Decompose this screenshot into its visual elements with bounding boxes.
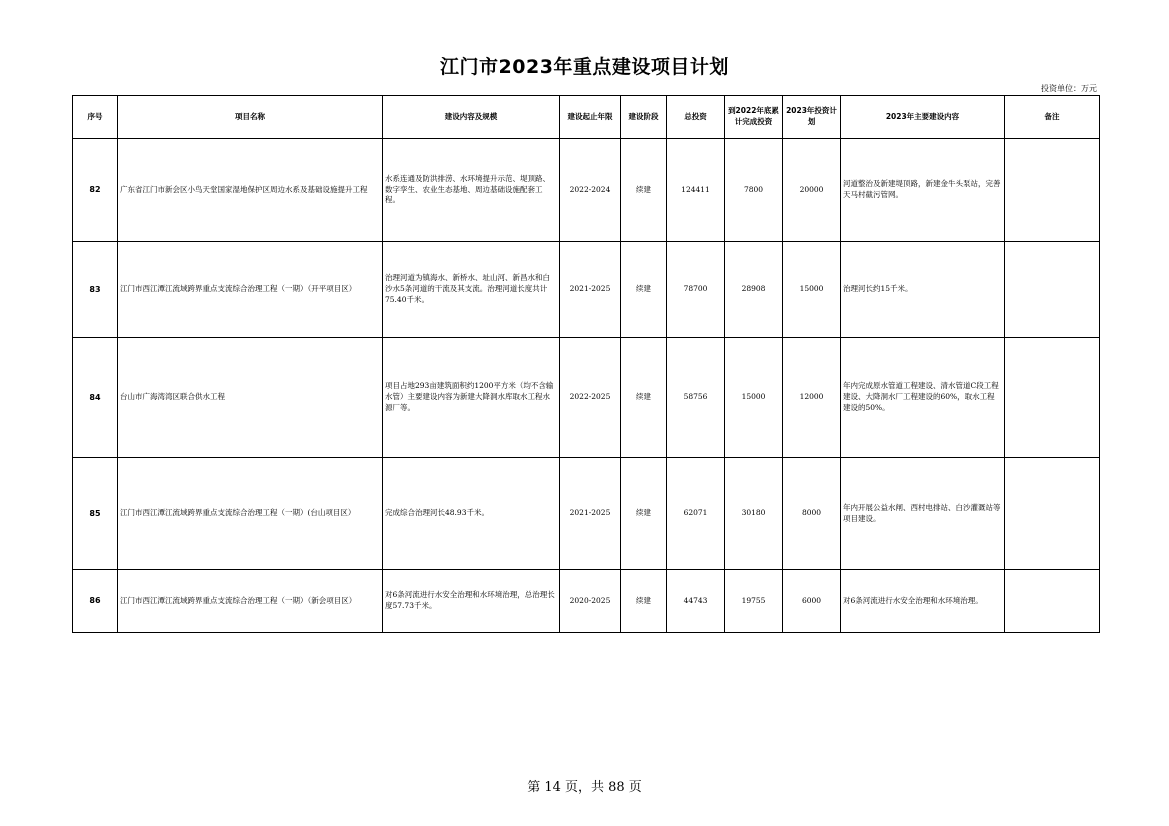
page-number: 第 14 页，共 88 页 xyxy=(527,780,642,795)
cell-main2023: 年内完成原水管道工程建设、清水管道C段工程建设、大降洞水厂工程建设的60%，取水工程建设的50%。 xyxy=(841,338,1005,458)
cell-plan: 20000 xyxy=(783,139,841,242)
cell-remark xyxy=(1005,139,1100,242)
table-row xyxy=(73,242,1100,338)
cell-name: 江门市西江潭江流域跨界重点支流综合治理工程（一期）(台山项目区） xyxy=(118,458,383,570)
header-content: 建设内容及规模 xyxy=(383,96,560,139)
header-plan: 2023年投资计划 xyxy=(783,96,841,139)
cell-remark xyxy=(1005,338,1100,458)
cell-cumulative: 7800 xyxy=(725,139,783,242)
cell-period: 2022-2024 xyxy=(560,139,621,242)
cell-stage: 续建 xyxy=(621,139,667,242)
cell-stage: 续建 xyxy=(621,242,667,338)
header-name: 项目名称 xyxy=(118,96,383,139)
cell-plan: 6000 xyxy=(783,570,841,633)
cell-total: 58756 xyxy=(667,338,725,458)
cell-main2023: 河道整治及新建堤顶路，新建金牛头泵站，完善天马村截污管网。 xyxy=(841,139,1005,242)
cell-remark xyxy=(1005,458,1100,570)
table-row xyxy=(73,338,1100,458)
cell-main2023: 年内开展公益水闸、西村电排站、白沙灌溉站等项目建设。 xyxy=(841,458,1005,570)
cell-seq: 83 xyxy=(73,242,118,338)
page-title: 江门市2023年重点建设项目计划 xyxy=(440,56,729,78)
cell-seq: 82 xyxy=(73,139,118,242)
cell-main2023: 对6条河流进行水安全治理和水环境治理。 xyxy=(841,570,1005,633)
cell-stage: 续建 xyxy=(621,338,667,458)
cell-total: 124411 xyxy=(667,139,725,242)
cell-total: 78700 xyxy=(667,242,725,338)
header-remark: 备注 xyxy=(1005,96,1100,139)
cell-remark xyxy=(1005,570,1100,633)
cell-cumulative: 15000 xyxy=(725,338,783,458)
cell-name: 江门市西江潭江流域跨界重点支流综合治理工程（一期）（开平项目区） xyxy=(118,242,383,338)
cell-total: 44743 xyxy=(667,570,725,633)
cell-name: 广东省江门市新会区小鸟天堂国家湿地保护区周边水系及基础设施提升工程 xyxy=(118,139,383,242)
cell-period: 2021-2025 xyxy=(560,242,621,338)
cell-period: 2021-2025 xyxy=(560,458,621,570)
cell-content: 水系连通及防洪排涝、水环境提升示范、堤顶路、数字孪生、农业生态基地、周边基础设施配套工程。 xyxy=(383,139,560,242)
table-header-row xyxy=(73,96,1100,139)
header-total: 总投资 xyxy=(667,96,725,139)
header-cumulative: 到2022年底累计完成投资 xyxy=(725,96,783,139)
cell-main2023: 治理河长约15千米。 xyxy=(841,242,1005,338)
table-row xyxy=(73,139,1100,242)
cell-plan: 15000 xyxy=(783,242,841,338)
header-seq: 序号 xyxy=(73,96,118,139)
cell-name: 台山市广海湾湾区联合供水工程 xyxy=(118,338,383,458)
cell-stage: 续建 xyxy=(621,570,667,633)
project-plan-table xyxy=(72,95,1100,633)
cell-seq: 86 xyxy=(73,570,118,633)
cell-total: 62071 xyxy=(667,458,725,570)
cell-content: 治理河道为镇海水、新桥水、址山河、新昌水和白沙水5条河道的干流及其支流。治理河道长度共计75.40千米。 xyxy=(383,242,560,338)
cell-stage: 续建 xyxy=(621,458,667,570)
cell-name: 江门市西江潭江流域跨界重点支流综合治理工程（一期）（新会项目区） xyxy=(118,570,383,633)
cell-seq: 84 xyxy=(73,338,118,458)
cell-content: 对6条河流进行水安全治理和水环境治理，总治理长度57.73千米。 xyxy=(383,570,560,633)
cell-content: 完成综合治理河长48.93千米。 xyxy=(383,458,560,570)
cell-content: 项目占地293亩建筑面积约1200平方米（均不含输水管）主要建设内容为新建大降洞水库取水工程水源厂等。 xyxy=(383,338,560,458)
cell-plan: 12000 xyxy=(783,338,841,458)
table-row xyxy=(73,570,1100,633)
cell-remark xyxy=(1005,242,1100,338)
header-main2023: 2023年主要建设内容 xyxy=(841,96,1005,139)
investment-unit-label: 投资单位：万元 xyxy=(1041,84,1097,93)
cell-cumulative: 19755 xyxy=(725,570,783,633)
header-stage: 建设阶段 xyxy=(621,96,667,139)
cell-plan: 8000 xyxy=(783,458,841,570)
header-period: 建设起止年限 xyxy=(560,96,621,139)
cell-period: 2020-2025 xyxy=(560,570,621,633)
cell-cumulative: 28908 xyxy=(725,242,783,338)
table-row xyxy=(73,458,1100,570)
cell-cumulative: 30180 xyxy=(725,458,783,570)
cell-period: 2022-2025 xyxy=(560,338,621,458)
cell-seq: 85 xyxy=(73,458,118,570)
